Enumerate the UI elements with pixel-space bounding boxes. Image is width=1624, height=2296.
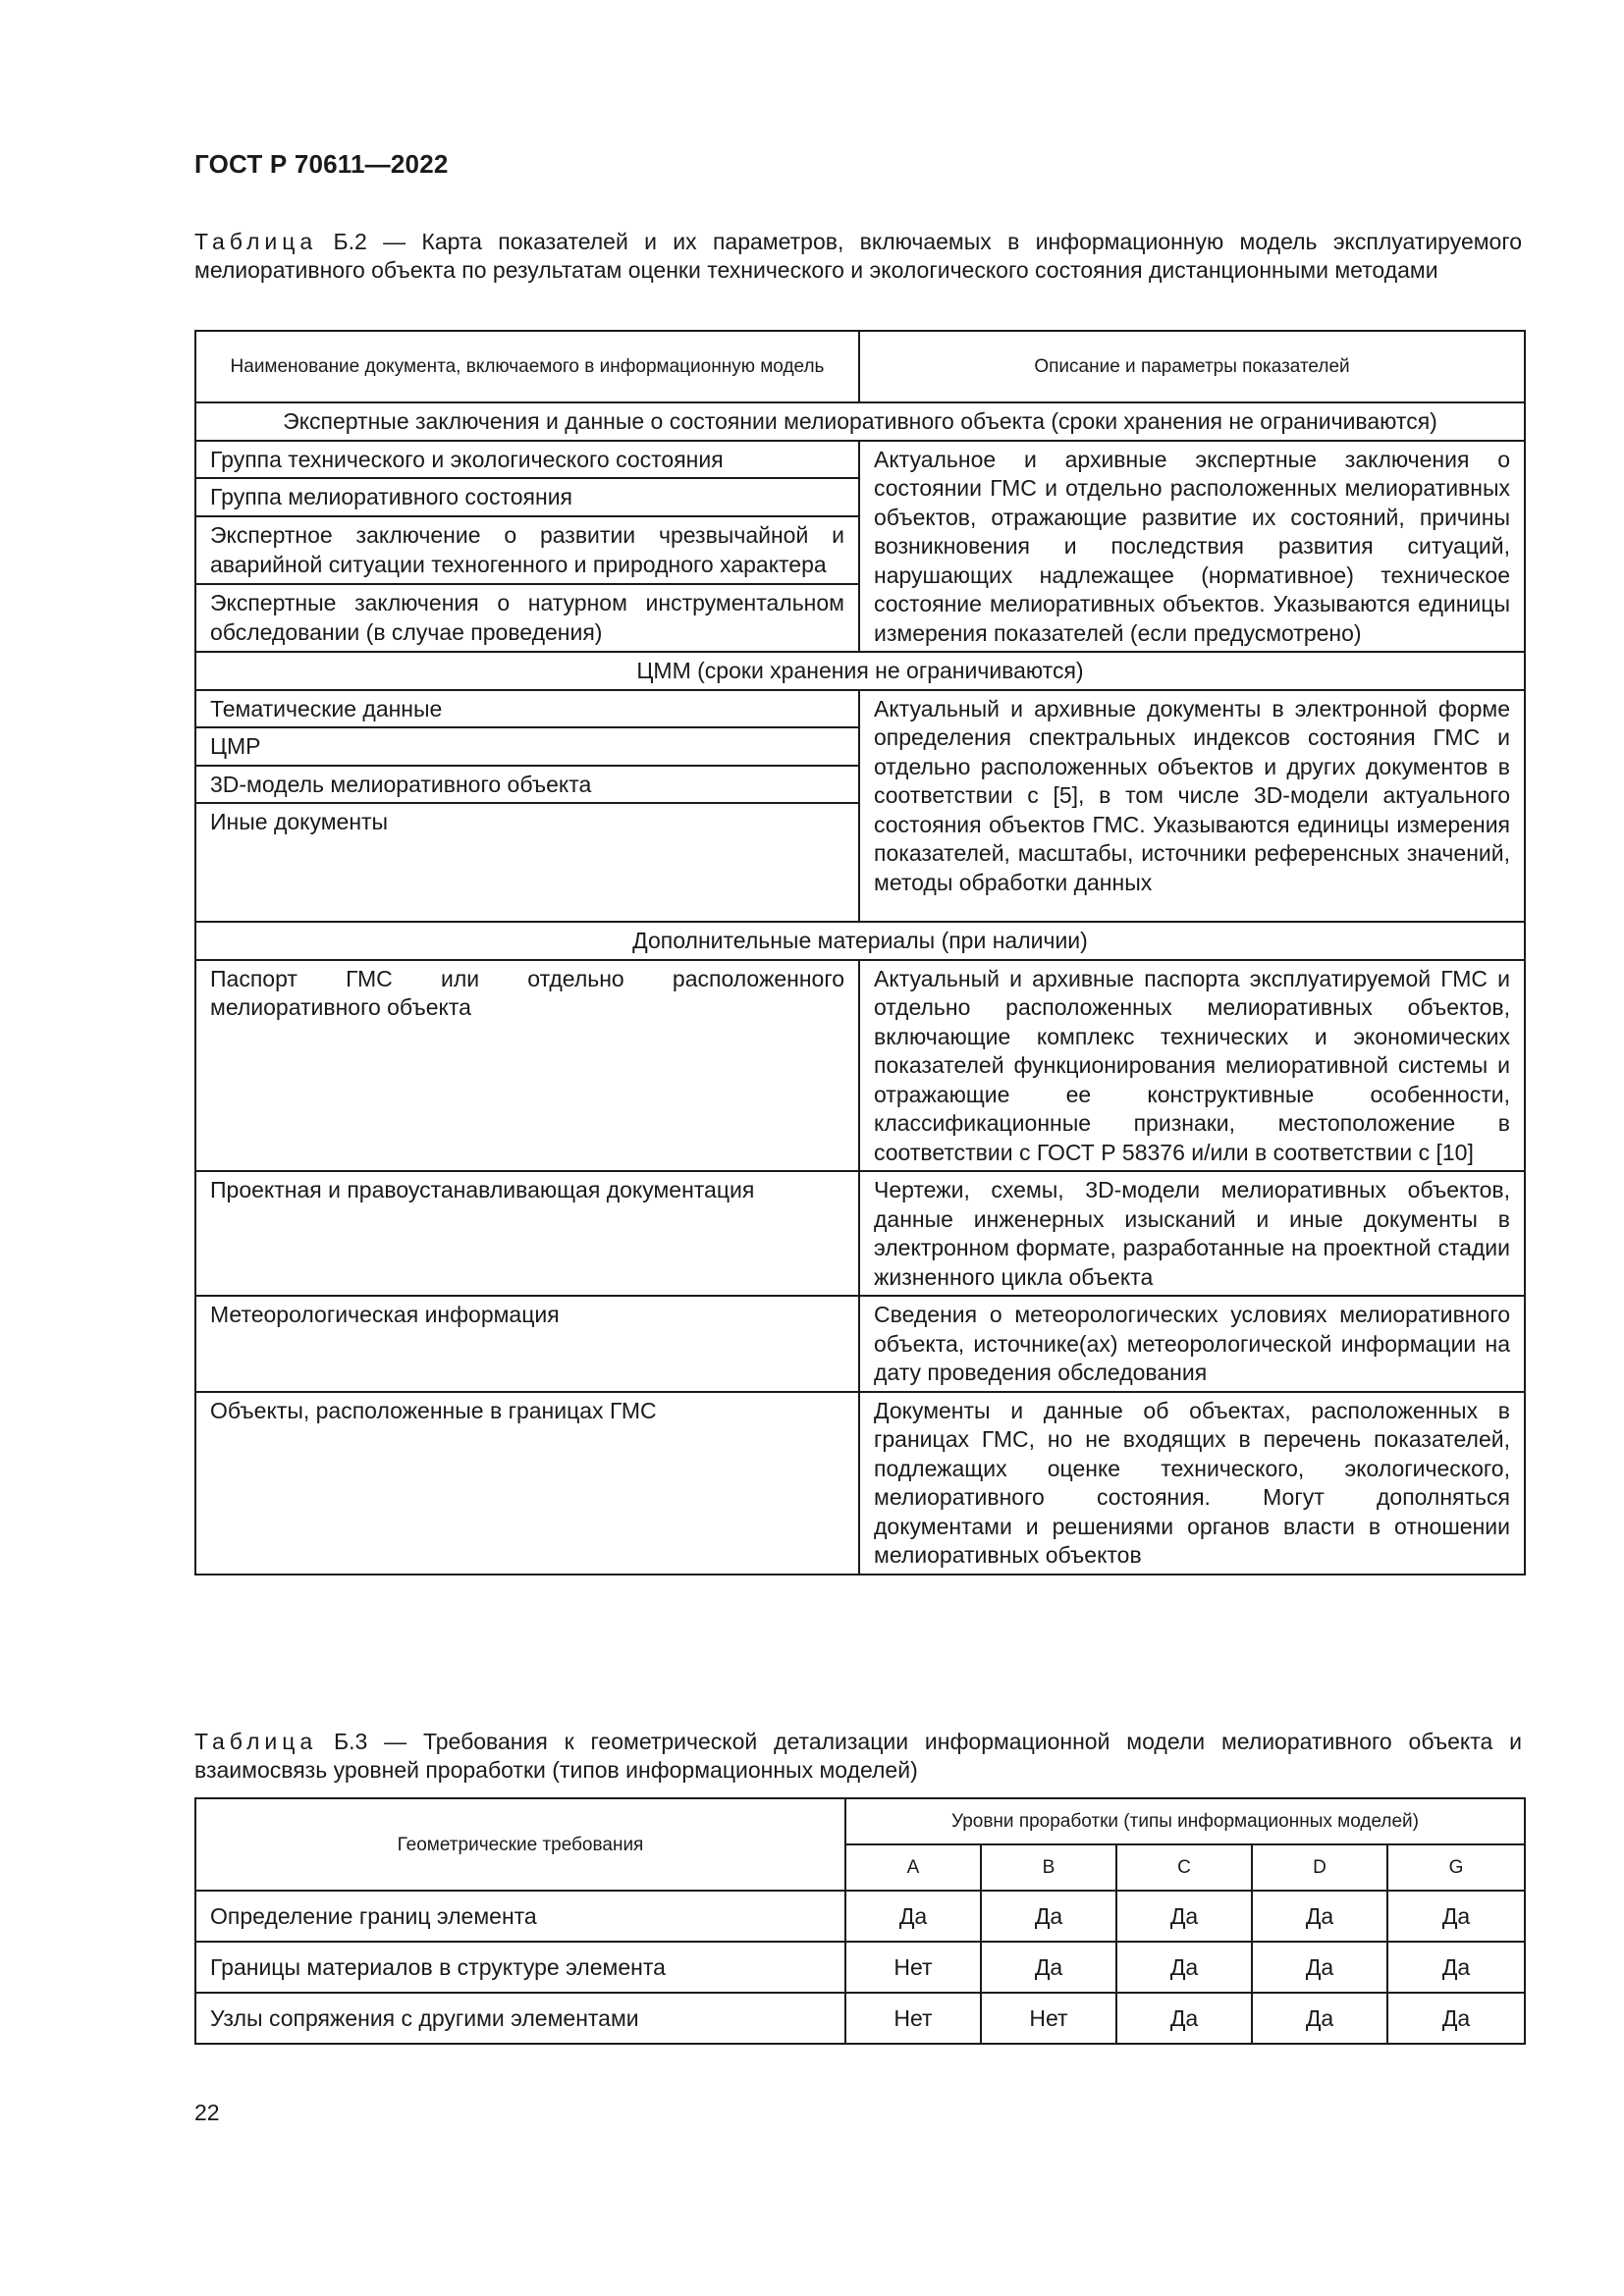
- level-value: Да: [981, 1891, 1116, 1942]
- table-b2-section-row: [195, 652, 1525, 690]
- table-b3-header-row: [195, 1798, 1525, 1844]
- level-value: Да: [1252, 1891, 1387, 1942]
- requirement-label: Границы материалов в структуре элемента: [195, 1942, 845, 1993]
- table-row: [195, 1993, 1525, 2044]
- level-value: Да: [1387, 1942, 1525, 1993]
- section-cmm-description: Актуальный и архивные документы в электронной форме определения спектральных индексов состояния ГМС и отдельно расположенных объектов и других документов в соответствии с [5], в том числе 3D-модели актуального состояния объектов ГМС. Указываются единицы измерения показателей, масштабы, источники референсных значений, методы обработки данных: [859, 690, 1525, 923]
- table-row: [195, 960, 1525, 1172]
- level-value: Да: [1387, 1993, 1525, 2044]
- level-value: Да: [981, 1942, 1116, 1993]
- section-expert-item: Группа мелиоративного состояния: [195, 478, 859, 516]
- table-b2-header-row: [195, 331, 1525, 402]
- document-id: ГОСТ Р 70611—2022: [194, 149, 449, 179]
- additional-row-description: Актуальный и архивные паспорта эксплуатируемой ГМС и отдельно расположенных мелиоративных объектов, включающие комплекс технических и экономических показателей функционирования мелиоративной системы и отражающие ее конструктивные особенности, классификационные признаки, местоположение в соответствии с ГОСТ Р 58376 и/или в соответствии с [10]: [859, 960, 1525, 1172]
- level-value: Да: [1252, 1993, 1387, 2044]
- section-cmm-item: ЦМР: [195, 727, 859, 766]
- additional-row-name: Метеорологическая информация: [195, 1296, 859, 1392]
- table-row: [195, 690, 1525, 728]
- table-row: [195, 1171, 1525, 1296]
- section-cmm-item: Иные документы: [195, 803, 859, 922]
- table-b3-caption-text: Б.3 — Требования к геометрической детализации информационной модели мелиоративного объекта и взаимосвязь уровней проработки (типов информационных моделей): [194, 1729, 1522, 1783]
- table-b2-col-header-document: Наименование документа, включаемого в информационную модель: [195, 331, 859, 402]
- table-b2-section-row: [195, 402, 1525, 441]
- level-value: Нет: [981, 1993, 1116, 2044]
- table-row: [195, 441, 1525, 479]
- section-title-cmm: ЦММ (сроки хранения не ограничиваются): [195, 652, 1525, 690]
- section-expert-description: Актуальное и архивные экспертные заключения о состоянии ГМС и отдельно расположенных мелиоративных объектов, отражающие развитие их состояний, причины возникновения и последствия развития ситуаций, нарушающих надлежащее (нормативное) техническое состояние мелиоративных объектов. Указываются единицы измерения показателей (если предусмотрено): [859, 441, 1525, 653]
- additional-row-name: Объекты, расположенные в границах ГМС: [195, 1392, 859, 1575]
- level-value: Да: [1116, 1942, 1252, 1993]
- additional-row-description: Документы и данные об объектах, расположенных в границах ГМС, но не входящих в перечень показателей, подлежащих оценке технического, экологического, мелиоративного состояния. Могут дополняться документами и решениями органов власти в отношении мелиоративных объектов: [859, 1392, 1525, 1575]
- level-header: C: [1116, 1844, 1252, 1891]
- level-value: Нет: [845, 1993, 981, 2044]
- table-row: [195, 1296, 1525, 1392]
- section-title-additional: Дополнительные материалы (при наличии): [195, 922, 1525, 960]
- table-b2: [194, 330, 1526, 1575]
- additional-row-description: Чертежи, схемы, 3D-модели мелиоративных объектов, данные инженерных изысканий и иные документы в электронном формате, разработанные на проектной стадии жизненного цикла объекта: [859, 1171, 1525, 1296]
- level-value: Да: [1252, 1942, 1387, 1993]
- level-header: D: [1252, 1844, 1387, 1891]
- level-value: Да: [1116, 1993, 1252, 2044]
- section-expert-item: Группа технического и экологического состояния: [195, 441, 859, 479]
- level-value: Да: [1116, 1891, 1252, 1942]
- level-value: Да: [845, 1891, 981, 1942]
- page-number: 22: [194, 2100, 220, 2125]
- table-b3-group-header: Уровни проработки (типы информационных моделей): [845, 1798, 1525, 1844]
- table-b2-caption-word: Таблица: [194, 229, 318, 254]
- table-b2-caption-text: Б.2 — Карта показателей и их параметров, включаемых в информационную модель эксплуатируемого мелиоративного объекта по результатам оценки технического и экологического состояния дистанционными методами: [194, 229, 1523, 283]
- section-cmm-item: 3D-модель мелиоративного объекта: [195, 766, 859, 804]
- table-b3: [194, 1797, 1526, 2045]
- table-b2-col-header-description: Описание и параметры показателей: [859, 331, 1525, 402]
- section-expert-item: Экспертные заключения о натурном инструментальном обследовании (в случае проведения): [195, 584, 859, 652]
- table-b2-caption: [194, 228, 1522, 285]
- table-row: [195, 1392, 1525, 1575]
- requirement-label: Узлы сопряжения с другими элементами: [195, 1993, 845, 2044]
- section-title-expert: Экспертные заключения и данные о состоянии мелиоративного объекта (сроки хранения не ограничиваются): [195, 402, 1525, 441]
- table-b2-section-row: [195, 922, 1525, 960]
- section-cmm-item: Тематические данные: [195, 690, 859, 728]
- table-b3-col-header: Геометрические требования: [195, 1798, 845, 1891]
- level-header: G: [1387, 1844, 1525, 1891]
- level-value: Нет: [845, 1942, 981, 1993]
- table-b3-caption-word: Таблица: [194, 1729, 318, 1754]
- additional-row-name: Паспорт ГМС или отдельно расположенного мелиоративного объекта: [195, 960, 859, 1172]
- table-row: [195, 1942, 1525, 1993]
- level-value: Да: [1387, 1891, 1525, 1942]
- additional-row-description: Сведения о метеорологических условиях мелиоративного объекта, источнике(ах) метеорологической информации на дату проведения обследования: [859, 1296, 1525, 1392]
- level-header: A: [845, 1844, 981, 1891]
- requirement-label: Определение границ элемента: [195, 1891, 845, 1942]
- table-row: [195, 1891, 1525, 1942]
- section-expert-item: Экспертное заключение о развитии чрезвычайной и аварийной ситуации техногенного и природного характера: [195, 516, 859, 584]
- level-header: B: [981, 1844, 1116, 1891]
- table-b3-caption: [194, 1728, 1522, 1785]
- additional-row-name: Проектная и правоустанавливающая документация: [195, 1171, 859, 1296]
